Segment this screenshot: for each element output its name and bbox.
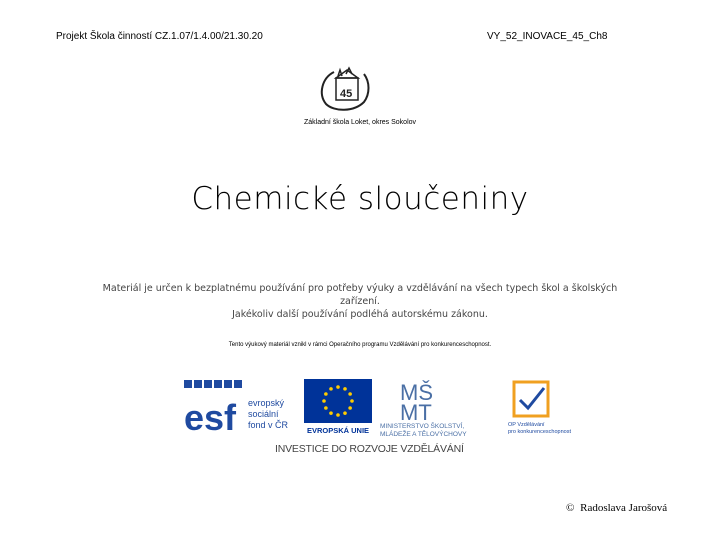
eu-star [322, 399, 326, 403]
esf-logo [184, 380, 296, 434]
svg-text:pro konkurenceschopnost: pro konkurenceschopnost [508, 429, 571, 435]
op-vk-logo [494, 376, 584, 438]
svg-text:MT: MT [400, 400, 432, 425]
disclaimer-line-2: Jakékoliv další používání podléhá autorskému zákonu. [232, 309, 488, 320]
eu-star [324, 392, 328, 396]
msmt-logo [378, 378, 490, 438]
school-logo [316, 64, 372, 114]
usage-disclaimer [100, 282, 620, 321]
eu-star [348, 406, 352, 410]
eu-flag-logo [304, 379, 372, 435]
svg-text:fond v ČR: fond v ČR [248, 420, 289, 430]
svg-text:EVROPSKÁ UNIE: EVROPSKÁ UNIE [306, 426, 370, 435]
eu-star [329, 411, 333, 415]
eu-star [343, 411, 347, 415]
eu-star [324, 406, 328, 410]
svg-text:OP Vzdělávání: OP Vzdělávání [508, 422, 545, 428]
eu-star [336, 385, 340, 389]
svg-text:MŠ: MŠ [400, 380, 433, 405]
slide-title: Chemické sloučeniny [191, 181, 529, 217]
svg-text:evropský: evropský [248, 398, 285, 408]
eu-star [336, 413, 340, 417]
svg-text:45: 45 [340, 88, 353, 100]
eu-star [350, 399, 354, 403]
eu-star [348, 392, 352, 396]
svg-text:MLÁDEŽE A TĚLOVÝCHOVY: MLÁDEŽE A TĚLOVÝCHOVY [380, 431, 467, 438]
project-id: Projekt Škola činností CZ.1.07/1.4.00/21.30.20 [56, 31, 263, 42]
svg-text:esf: esf [184, 397, 237, 434]
material-code: VY_52_INOVACE_45_Ch8 [487, 31, 608, 42]
disclaimer-line-1: Materiál je určen k bezplatnému používání pro potřeby výuky a vzdělávání na všech typech škol a školských zařízení. [102, 283, 618, 307]
school-name: Základní škola Loket, okres Sokolov [303, 119, 417, 126]
investment-tagline: INVESTICE DO ROZVOJE VZDĚLÁVÁNÍ [275, 443, 464, 455]
eu-star [329, 387, 333, 391]
svg-text:sociální: sociální [248, 409, 279, 419]
program-note: Tento výukový materiál vznikl v rámci Operačního programu Vzdělávání pro konkurenceschopnost. [228, 342, 492, 348]
author-credit [563, 502, 667, 514]
author-name: Radoslava Jarošová [580, 502, 668, 514]
svg-text:MINISTERSTVO ŠKOLSTVÍ,: MINISTERSTVO ŠKOLSTVÍ, [380, 423, 465, 430]
eu-star [343, 387, 347, 391]
copyright-icon: © [566, 502, 575, 514]
